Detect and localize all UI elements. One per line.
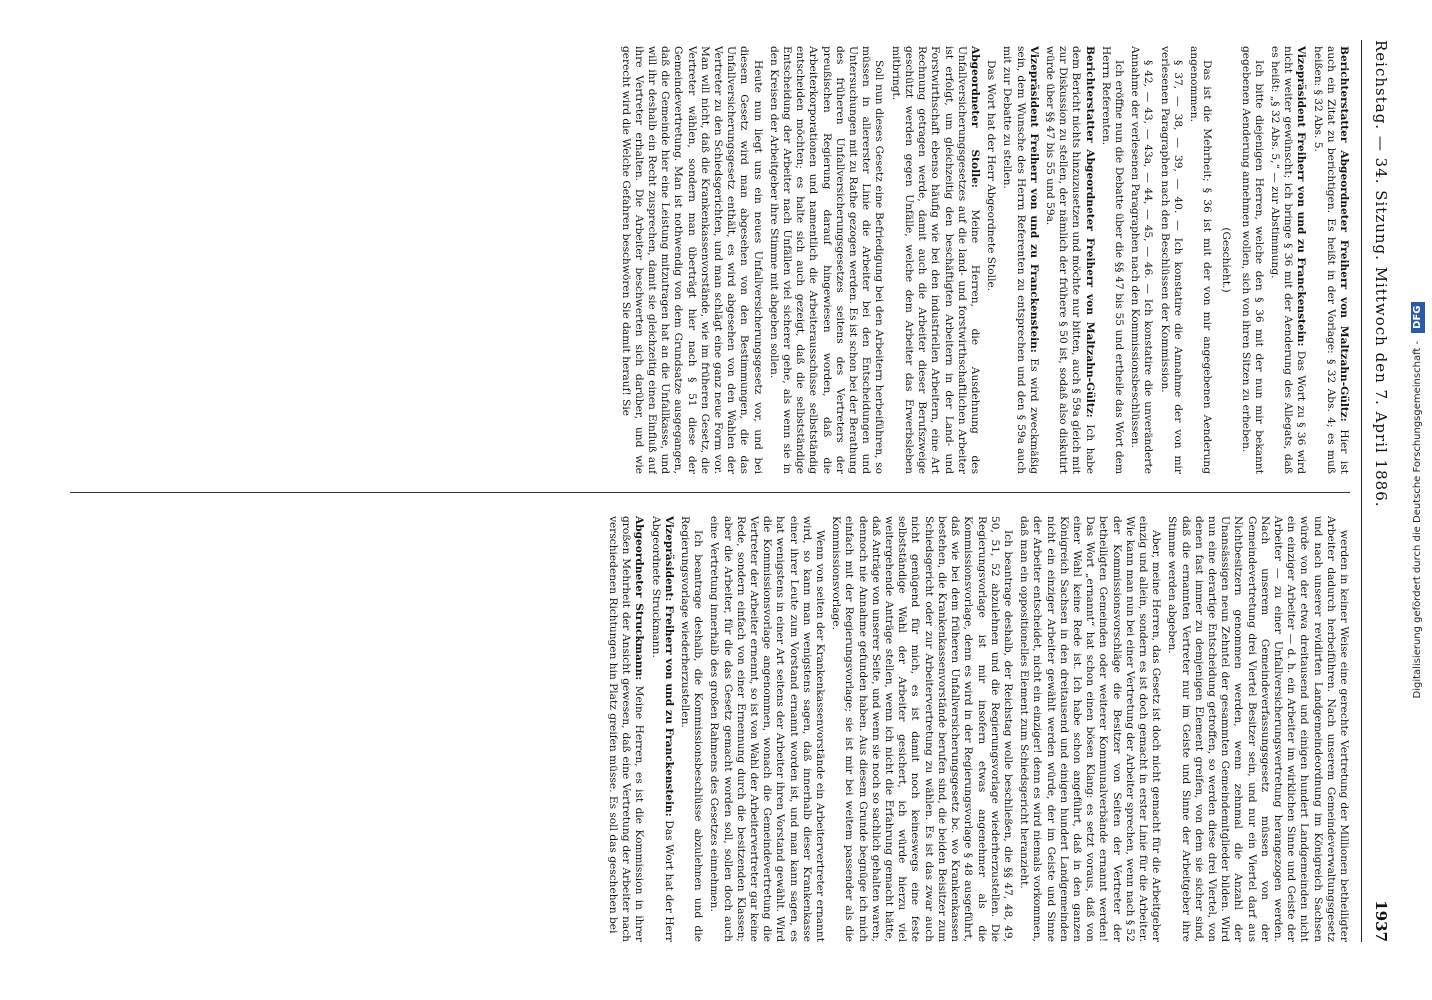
paragraph-text: Wenn von seiten der Krankenkassenvorstände ein Arbeitervertreter ernannt wird, so kann man wenigstens sagen, daß innerhalb dieser Krankenkasse einer ihrer Leute zum Vorstand ernannt worden ist, und man kann sagen, es hat wenigstens in einer Art seitens der Arbeiter ihren Vorstand gewählt. Wird die Kommissionsvorlage angenommen, wonach die Gemeindevertretung die Vertreter der Arbeiter ernennt, so ist von Wahl der Arbeitervertreter gar keine Rede, sondern einfach von einer Ernennung durch die besitzenden Klassen; aber die Arbeiter, für die das Gesetz gemacht worden soll, sollen doch auch eine Vertretung innerhalb des großen Rahmens des Gesetzes einnehmen. (708, 516, 827, 942)
sidebar-credit-text (1408, 30, 1428, 970)
speaker-name: Vizepräsident: Freiherr von und zu Franckenstein: (662, 516, 675, 817)
speaker-name: Vizepräsident Freiherr von und zu Franckenstein: (1027, 46, 1040, 353)
paragraph-text: werden in keiner Weise eine gerechte Vertretung der Millionen betheiligter Arbeiter dadurch herbeiführen. Nach unserem Gemeindeverwaltungsgesetz und nach unserer revidirten Landgemeindeordnung im Königreich Sachsen würde von der etwa dreitausend und einigen hundert Landgemeinden nicht ein einziger Arbeiter — d. h. ein Arbeiter im wirklichen Sinne und Geiste der Arbeiter — zu einer Unfallversicherungsvertretung herangezogen werden. Nach unserem Gemeindeverfassungsgesetz müssen von der Gemeindevertretung drei Viertel Besitzer sein, und nur ein Viertel darf aus Nichtbesitzern genommen werden, wenn zehnmal die Anzahl der Unansässigen neun Zehntel der gesammten Gemeindemitglieder bilden. Wird nun eine derartige Entscheidung getroffen, so werden diese drei Viertel, von denen fast immer zu demjenigen Element greifen, von dem sie sicher sind, daß die ernannten Vertreter nur im Geiste und Sinne der Arbeitgeber ihre Stimme werden abgeben. (1166, 516, 1350, 942)
procedural-note: (Geschieht.) (1220, 227, 1233, 293)
page-header (1366, 40, 1394, 942)
header-title: Reichstag. — 34. Sitzung. Mittwoch den 7. April 1886. (1372, 40, 1390, 508)
paragraph (1310, 46, 1350, 474)
paragraph (1000, 46, 1040, 474)
paragraph (1128, 46, 1154, 474)
paragraph-text: Ich bitte diejenigen Herren, welche den § 36 mit der nun mir bekannt gegebenen Aenderung annehmen wollen, sich von ihren Sitzen zu erheben. (1239, 46, 1265, 474)
paragraph (1238, 46, 1264, 474)
header-rule (1361, 40, 1362, 942)
speaker-name: Berichterstatter Abgeordneter Freiherr von Maltzahn-Gültz: (1083, 46, 1096, 418)
paragraph-text: Aber, meine Herren, das Gesetz ist doch nicht gemacht für die Arbeitgeber einzig und allein, sondern es ist doch gemacht in erster Linie für die Arbeiter. Wie kann man nun bei einer Vertretung der Arbeiter sprechen, wenn nach § 52 der Kommissionsvorschläge die Besitzer von Seiten der Vertreter der betheiligten Gemeinden oder weiterer Kommunalverbände ernannt werden! Das Wort „ernannt“ hat schon einen bösen Klang: es setzt voraus, daß von einer Wahl keine Rede ist. Ich habe schon angeführt, daß in den ganzen Königreich Sachsen in den dreitausend und einigen hundert Landgemeinden nicht ein einziger Arbeiter gewählt werden würde, der im Geiste und Sinne der Arbeiter entscheidet, nicht ein einziger! denn es wird niemals vorkommen, daß man ein oppositionelles Element zum Schiedsgericht heranzieht. (1018, 516, 1163, 942)
paragraph (678, 516, 704, 942)
paragraph-text: Ich habe dem Bericht nichts hinzuzusetzen und möchte nur bitten, auch § 59a gleich mit zur Diskussion zu stellen, der nämlich der frühere § 50 ist, sodaß also diskutirt würde über §§ 47 bis 55 und 59a. (1043, 46, 1096, 474)
paragraph-text: § 37, — 38, — 39, — 40. — Ich konstatire die Annahme der von mir verlesenen Paragraphen nach den Beschlüssen der Kommission. (1158, 46, 1184, 474)
paragraph-text: Ich eröffne nun die Debatte über die §§ 47 bis 55 und ertheile das Wort dem Herrn Referenten. (1099, 46, 1125, 474)
paragraph (829, 516, 1014, 942)
paragraph (606, 516, 646, 942)
paragraph-text: Soll nun dieses Gesetz eine Befriedigung bei den Arbeitern herbeiführen, so müssen in allererster Linie die Arbeiter bei den Entscheidungen und Untersuchungen mit zu Rathe gezogen werden. Es ist schon bei der Berathung des früheren Unfallversicherungsgesetzes seitens des Vertreters der preußischen Regierung darauf hingewiesen worden, daß die Arbeiterkorporationen und namentlich die Arbeiterausschüsse selbstständig entscheiden möchten; es halte sich auch gezeigt, daß die selbstständige Entscheidung der Arbeiter nach Unfällen viel sicherer gehe, als wenn sie in den Kreisen der Arbeitgeber ihre Stimme mit abgeben sollen. (767, 46, 886, 474)
paragraph-text: Das ist die Mehrheit; § 36 ist mit der von mir angegebenen Aenderung angenommen. (1187, 46, 1214, 474)
paragraph (1157, 46, 1183, 474)
left-column (60, 46, 1350, 474)
paragraph-text: Heute nun liegt uns ein neues Unfallversicherungsgesetz vor, und bei diesem Gesetz wird man abgesehen von den Bestimmungen, die das Unfallversicherungsgesetz enthält, es wird abgesehen von den Wahlen der Vertreter zu den Schiedsgerichten, und man schlägt eine ganz neue Form vor. Man will nicht, daß die Krankenkassenvorstände, wie im früheren Gesetz, die Vertreter wählen, sondern man überträgt hier nach § 51 diese der Gemeindevertretung. Man ist nothwendig von dem Grundsatze ausgegangen, daß die Gemeinde hier eine Leistung mitzutragen hat an die Unfallkasse, und will ihr deshalb ein Recht zusprechen, damit sie gleichzeitig einen Einfluß auf ihre Vertreter erhalten. Die Arbeiter beschwerten sich darüber, und wie gerecht wird die Welche Gefahren beschwören Sie damit herauf! Sie (619, 46, 764, 474)
paragraph-text: Das Wort zu § 36 wird nicht weiter gewünscht; ich bringe § 36 mit der Aenderung des Allegats, daß es heißt: „§ 32 Abs. 5,“ — zur Abstimmung. (1268, 46, 1308, 474)
paragraph-text: Ich beantrage deshalb, der Reichstag wolle beschließen, die §§ 47, 48, 49, 50, 51, 52 abzulehnen und die Regierungsvorlage wiederherzustellen. Die Regierungsvorlage ist mir insofern etwas angenehmer als die Kommissionsvorlage, denn es wird in der Regierungsvorlage § 48 ausgeführt, daß wie bei dem früheren Unfallversicherungsgesetz bc. wo Krankenkassen bestehen, die Krankenkassenvorstände berufen sind, die beiden Beisitzer zum Schiedsgericht oder zur Arbeitervertretung zu wählen. Es ist das zwar auch nicht genügend für mich, es ist damit noch keineswegs eine feste selbstständige Wahl der Arbeiter gesichert, ich würde hierzu viel weitergehende Anträge stellen, wenn ich nicht die Erfahrung gemacht hätte, daß Anträge von unserer Seite, und wenn sie noch so sachlich gehalten waren, dennoch nie Annahme gefunden haben. Aus diesem Grunde begnüge ich mich einfach mit der Regierungsvorlage; sie ist mir bei weitem passender als die Kommissionsvorlage. (830, 516, 1014, 942)
paragraph (1017, 516, 1162, 942)
paragraph (767, 46, 886, 474)
column-divider (70, 492, 1350, 493)
paragraph (648, 516, 674, 942)
paragraph-text: Hier ist auch ein Zitat zu berichtigen. Es heißt in der Vorlage: § 32 Abs. 4; es muß heißen: § 32 Abs. 5. (1311, 46, 1350, 474)
paragraph (618, 46, 763, 474)
speaker-name: Abgeordneter Stolle: (968, 46, 981, 188)
paragraph-text: § 42, — 43, — 43a, — 44, — 45, — 46. — Ich konstatire die unveränderte Annahme der verlesenen Paragraphen nach den Kommissionsbeschlüssen. (1129, 46, 1155, 474)
paragraph (889, 46, 981, 474)
paragraph (984, 46, 997, 474)
paragraph (1165, 516, 1350, 942)
paragraph-text: Meine Herren, die Ausdehnung des Unfallversicherungsgesetzes auf die land- und forstwirthschaftlichen Arbeiter ist erfolgt, um gleichzeitig den beschäftigten Arbeitern in der Land- und Forstwirthschaft ebenso häufig wie bei den industriellen Arbeitern, eine Art Rechnung getragen werde, damit auch die Arbeiter dieser Berufszweige geschützt werden gegen Unfälle, welche dem Arbeiter das Erwerbsleben mitbringt. (889, 46, 981, 474)
speaker-name: Abgeordneter Struckmann: (633, 516, 646, 681)
paragraph (1268, 46, 1308, 474)
paragraph-text: Es wird zweckmäßig sein, dem Wunsche des Herrn Referenten zu entsprechen und den § 59a auch mit zur Debatte zu stellen. (1001, 46, 1040, 474)
page-number: 1937 (1372, 900, 1390, 942)
speaker-name: Berichterstatter Abgeordneter Freiherr von Maltzahn-Gültz: (1338, 46, 1350, 422)
paragraph (707, 516, 826, 942)
credit-text: Digitalisierung gefördert durch die Deutsche Forschungsgemeinschaft - (1412, 340, 1423, 699)
paragraph (1187, 46, 1213, 474)
paragraph-text: Meine Herren, es ist die Kommission in ihrer großen Mehrheit der Ansicht gewesen, daß eine Vertretung der Arbeiter nach verschiedenen Richtungen hin Platz greifen müsse. Es soll das geschehen bei (607, 516, 646, 942)
paragraph (1043, 46, 1096, 474)
paragraph-text: Ich beantrage deshalb, die Kommissionsbeschlüsse abzulehnen und die Regierungsvorlage wiederherzustellen. (679, 516, 705, 942)
dfg-logo: DFG (1411, 302, 1425, 333)
right-column (60, 516, 1350, 942)
speaker-name: Vizepräsident Freiherr von und zu Franckenstein: (1295, 46, 1308, 347)
sidebar-credit (1408, 30, 1428, 970)
paragraph (1099, 46, 1125, 474)
paragraph-text: Das Wort hat der Herr Abgeordnete Struckmann. (649, 516, 675, 942)
paragraph-text: Das Wort hat der Herr Abgeordnete Stolle. (985, 60, 998, 292)
